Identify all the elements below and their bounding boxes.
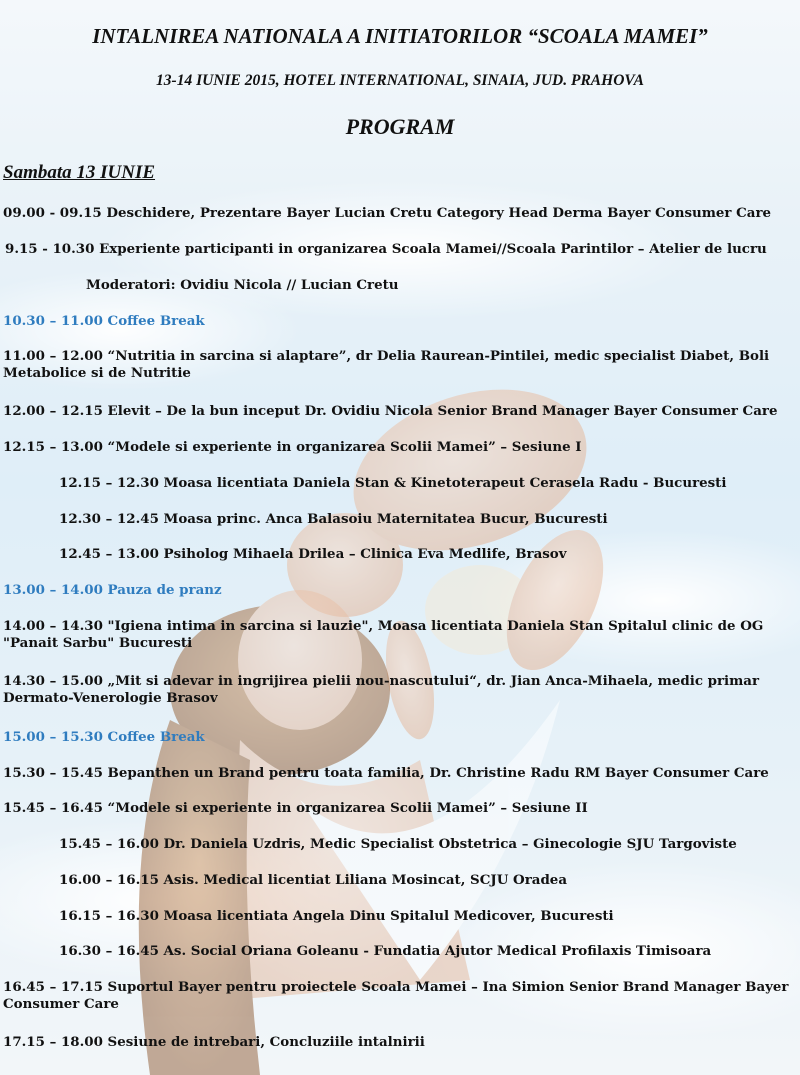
schedule-item: 12.00 – 12.15 Elevit – De la bun inceput Dr. Ovidiu Nicola Senior Brand Manager Bayer Consumer Care: [3, 403, 778, 419]
program-heading: PROGRAM: [345, 114, 455, 139]
schedule-subitem: 12.30 – 12.45 Moasa princ. Anca Balasoiu Maternitatea Bucur, Bucuresti: [59, 511, 608, 527]
schedule-item: 15.45 – 16.45 “Modele si experiente in organizarea Scolii Mamei” – Sesiune II: [3, 800, 588, 816]
schedule-item: 09.00 - 09.15 Deschidere, Prezentare Bayer Lucian Cretu Category Head Derma Bayer Consumer Care: [3, 205, 772, 221]
schedule-item: 9.15 - 10.30 Experiente participanti in organizarea Scoala Mamei//Scoala Parintilor – Atelier de lucru: [5, 241, 767, 257]
schedule-item: 14.00 – 14.30 "Igiena intima in sarcina si lauzie", Moasa licentiata Daniela Stan Spitalul clinic de OG "Panait Sarbu" Bucuresti: [3, 618, 764, 652]
schedule-subitem: 16.00 – 16.15 Asis. Medical licentiat Liliana Mosincat, SCJU Oradea: [59, 872, 568, 888]
schedule-item: 12.15 – 13.00 “Modele si experiente in organizarea Scolii Mamei” – Sesiune I: [3, 439, 582, 455]
day-heading: Sambata 13 IUNIE: [3, 162, 156, 183]
schedule-item: 14.30 – 15.00 „Mit si adevar in ingrijirea pielii nou-nascutului“, dr. Jian Anca-Mihaela, medic primar Dermato-Venerologie Brasov: [3, 673, 760, 707]
schedule-item-break: 13.00 – 14.00 Pauza de pranz: [3, 582, 222, 598]
schedule-item: 17.15 – 18.00 Sesiune de intrebari, Concluziile intalnirii: [3, 1034, 425, 1050]
schedule-item: 16.45 – 17.15 Suportul Bayer pentru proiectele Scoala Mamei – Ina Simion Senior Brand Manager Bayer Consumer Care: [3, 979, 789, 1013]
schedule-item: Moderatori: Ovidiu Nicola // Lucian Cretu: [86, 277, 399, 293]
schedule-subitem: 16.15 – 16.30 Moasa licentiata Angela Dinu Spitalul Medicover, Bucuresti: [59, 908, 614, 924]
schedule-subitem: 12.45 – 13.00 Psiholog Mihaela Drilea – Clinica Eva Medlife, Brasov: [59, 546, 567, 562]
schedule-subitem: 16.30 – 16.45 As. Social Oriana Goleanu - Fundatia Ajutor Medical Profilaxis Timisoara: [59, 943, 712, 959]
schedule-item: 15.30 – 15.45 Bepanthen un Brand pentru toata familia, Dr. Christine Radu RM Bayer Consumer Care: [3, 765, 769, 781]
event-title: INTALNIREA NATIONALA A INITIATORILOR “SCOALA MAMEI”: [92, 24, 708, 48]
schedule-item-break: 10.30 – 11.00 Coffee Break: [3, 313, 205, 329]
schedule-item-break: 15.00 – 15.30 Coffee Break: [3, 729, 205, 745]
schedule-subitem: 15.45 – 16.00 Dr. Daniela Uzdris, Medic Specialist Obstetrica – Ginecologie SJU Targoviste: [59, 836, 737, 852]
event-subtitle: 13-14 IUNIE 2015, HOTEL INTERNATIONAL, SINAIA, JUD. PRAHOVA: [156, 72, 644, 89]
schedule-item: 11.00 – 12.00 “Nutritia in sarcina si alaptare”, dr Delia Raurean-Pintilei, medic specialist Diabet, Boli Metabolice si de Nutritie: [3, 348, 770, 382]
schedule-subitem: 12.15 – 12.30 Moasa licentiata Daniela Stan & Kinetoterapeut Cerasela Radu - Bucuresti: [59, 475, 727, 491]
